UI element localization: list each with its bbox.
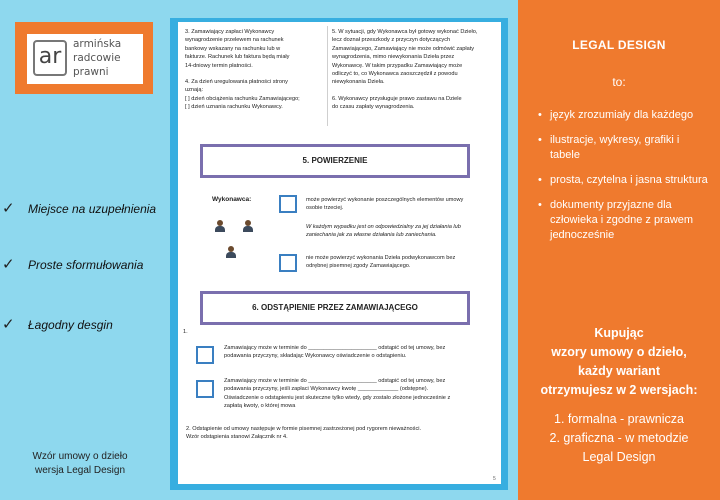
feature-label: Miejsce na uzupełnienia <box>28 202 157 216</box>
document-page <box>178 22 501 484</box>
benefits-list <box>538 108 708 253</box>
logo-card <box>27 34 143 84</box>
caption <box>0 450 160 478</box>
logo-line: radcowie <box>73 52 121 64</box>
option-withdraw-with-fee <box>224 377 496 411</box>
doc-line: wynagrodzenie przelewem na rachunek <box>185 37 284 44</box>
logo-mark: ar <box>33 40 67 76</box>
checkbox-may-not-delegate[interactable] <box>279 254 297 272</box>
doc-line: bankowy wskazany na rachunku lub w <box>185 45 281 52</box>
withdrawal-form-clause <box>186 425 496 442</box>
doc-line: 5. W sytuacji, gdy Wykonawca był gotowy wykonać Dzieło, <box>332 29 478 35</box>
doc-line: Zamawiający może w terminie do ______________________ odstąpić od tej umowy, bez <box>224 345 446 351</box>
doc-line: [ ] dzień uznania rachunku Wykonawcy. <box>185 104 283 111</box>
doc-line: podawania przyczyny, jeśli zapłaci Wykonawcy kwotę _____________ (odstępne). <box>224 386 429 393</box>
check-icon: ✓ <box>2 316 15 333</box>
version-item: 2. graficzna - w metodzie <box>549 431 689 445</box>
option-may-delegate <box>306 196 496 213</box>
caption-line: Wzór umowy o dzieło <box>32 451 128 462</box>
doc-line: zapłatą kwoty, o której mowa <box>224 403 296 410</box>
logo-line: prawni <box>73 66 109 78</box>
doc-line: wynagrodzenia, mimo niewykonania Dzieła przez <box>332 54 455 61</box>
spacer <box>332 87 497 95</box>
check-icon: ✓ <box>2 256 15 273</box>
column-divider <box>327 26 328 126</box>
doc-line: [ ] dzień obciążenia rachunku Zamawiającego; <box>185 95 300 102</box>
logo-line: armińska <box>73 38 122 50</box>
doc-line: Wykonawcę. W takim przypadku Zamawiający może <box>332 62 463 69</box>
doc-line: lecz doznał przeszkody z przyczyn dotyczących <box>332 37 451 44</box>
person-icon <box>225 246 237 258</box>
list-item: • ilustracje, wykresy, grafiki i tabele <box>538 133 708 163</box>
doc-line: odliczyć to, co Wykonawca zaoszczędził z powodu <box>332 71 458 78</box>
checkbox-withdraw-no-fee[interactable] <box>196 346 214 364</box>
list-item: • prosta, czytelna i jasna struktura <box>538 173 708 188</box>
option-withdraw-no-fee <box>224 344 496 361</box>
doc-line: 14-dniowy termin płatności. <box>185 62 253 69</box>
doc-line: 2. Odstąpienie od umowy następuje w formie pisemnej zastrzeżonej pod rygorem nieważności. <box>186 426 422 432</box>
doc-line: może powierzyć wykonanie poszczególnych elementów umowy <box>306 197 464 203</box>
doc-line: Oświadczenie o odstąpieniu jest skuteczne tylko wtedy, gdy zostało złożone jednocześnie z <box>224 394 451 401</box>
doc-column-left <box>185 28 330 112</box>
doc-line: fakturze. Rachunek lub faktura będą miały <box>185 54 290 61</box>
right-panel <box>518 0 720 500</box>
doc-line: zaniechania jak za własne działania lub zaniechania. <box>306 232 437 239</box>
doc-line: W każdym wypadku jest on odpowiedzialny za jej działania lub <box>306 224 461 230</box>
offer-line: otrzymujesz w 2 wersjach: <box>540 383 698 397</box>
offer-line: wzory umowy o dzieło, <box>551 345 687 359</box>
logo <box>15 22 153 94</box>
liability-note <box>306 223 496 240</box>
page-number: 5 <box>493 476 496 482</box>
doc-line: nie może powierzyć wykonania Dzieła podwykonawcom bez <box>306 255 456 261</box>
panel-to: to: <box>612 75 626 89</box>
logo-text <box>73 37 121 79</box>
feature-label: Łagodny desgin <box>28 318 113 332</box>
offer-line: Kupując <box>594 326 644 340</box>
person-icon <box>242 220 254 232</box>
offer-text <box>518 324 720 400</box>
section-heading-6: 6. ODSTĄPIENIE PRZEZ ZAMAWIAJĄCEGO <box>200 291 470 325</box>
doc-line: 3. Zamawiający zapłaci Wykonawcy <box>185 29 275 35</box>
checkbox-withdraw-with-fee[interactable] <box>196 380 214 398</box>
doc-line: Zamawiający może w terminie do ______________________ odstąpić od tej umowy, bez <box>224 378 446 384</box>
doc-line: 6. Wykonawcy przysługuje prawo zastawu na Dziele <box>332 95 462 102</box>
doc-column-right <box>332 28 497 112</box>
feature-label: Proste sformułowania <box>28 258 144 272</box>
versions-list <box>518 410 720 467</box>
offer-line: każdy wariant <box>578 364 660 378</box>
person-icon <box>214 220 226 232</box>
doc-line: niewykonania Dzieła. <box>332 79 385 86</box>
checkbox-may-delegate[interactable] <box>279 195 297 213</box>
list-item: • język zrozumiały dla każdego <box>538 108 708 123</box>
panel-title: LEGAL DESIGN <box>572 38 666 52</box>
list-item: • dokumenty przyjazne dla człowieka i zgodne z prawem jednocześnie <box>538 198 708 243</box>
section-heading-5: 5. POWIERZENIE <box>200 144 470 178</box>
doc-line: uznają: <box>185 87 204 94</box>
spacer <box>185 70 330 78</box>
version-item: Legal Design <box>582 450 656 464</box>
caption-line: wersja Legal Design <box>34 465 126 476</box>
doc-line: osobie trzeciej. <box>306 205 344 212</box>
version-item: 1. formalna - prawnicza <box>554 412 684 426</box>
contractor-label: Wykonawca: <box>212 196 252 203</box>
option-may-not-delegate <box>306 254 496 271</box>
doc-line: odrębnej pisemnej zgody Zamawiającego. <box>306 263 411 270</box>
doc-line: 4. Za dzień uregulowania płatności strony <box>185 79 288 86</box>
doc-line: Wzór odstąpienia stanowi Załącznik nr 4. <box>186 434 288 441</box>
check-icon: ✓ <box>2 200 15 217</box>
doc-line: podawania przyczyny, składając Wykonawcy oświadczenie o odstąpieniu. <box>224 353 407 360</box>
item-number: 1. <box>183 329 188 335</box>
doc-line: do czasu zapłaty wynagrodzenia. <box>332 104 415 111</box>
doc-line: Zamawiającego, Zamawiający nie może odmówić zapłaty <box>332 45 475 52</box>
